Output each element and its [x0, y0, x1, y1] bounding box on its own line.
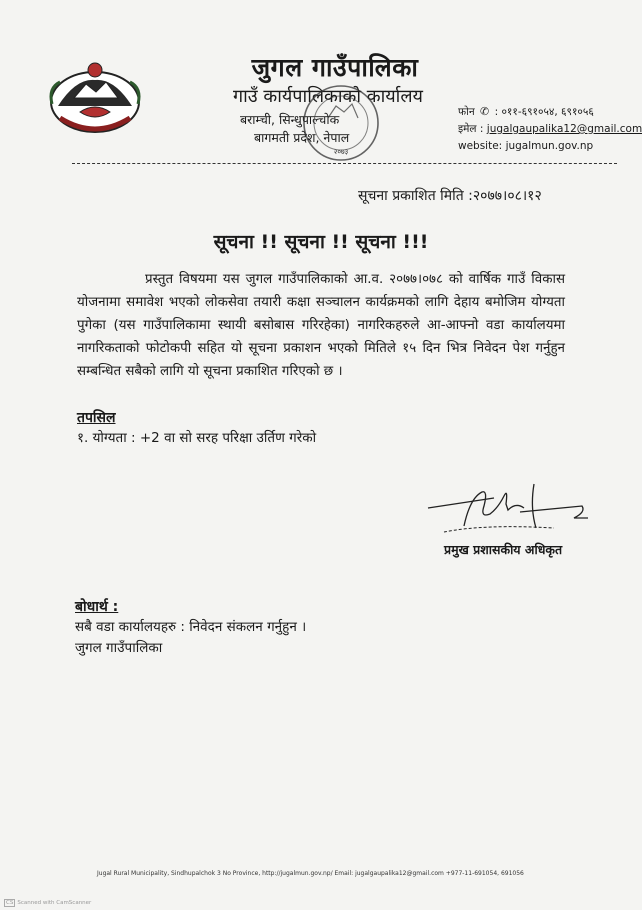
notice-body-text: प्रस्तुत विषयमा यस जुगल गाउँपालिकाको आ.व. २०७७।०७८ को वार्षिक गाउँ विकास योजनामा समावेश भएको लोकसेवा तयारी कक्षा सञ्चालन कार्यक्रमको लागि देहाय बमोजिम योग्यता पुगेका (यस गाउँपालिकामा स्थायी बसोबास गरिरहेका) नागरिकहरुले आ-आफ्नो वडा कार्यालयमा नागरिकताको फोटोकपी सहित यो सूचना प्रकाशन भएको मितिले १५ दिन भित्र निवेदन पेश गर्नुहुन सम्बन्धित सबैको लागि यो सूचना प्रकाशित गरिएको छ । — [77, 272, 565, 379]
contact-block — [458, 103, 642, 155]
details-label: तपसिल — [77, 410, 116, 426]
website-link[interactable]: jugalmun.gov.np — [505, 140, 594, 152]
email-label: इमेल : — [458, 123, 484, 135]
address-line-1: बराम्ची, सिन्धुपाल्चोक — [240, 112, 340, 127]
office-title: गाउँ कार्यपालिकाको कार्यालय — [233, 86, 423, 107]
phone-row — [458, 103, 642, 121]
email-link[interactable]: jugalgaupalika12@gmail.com — [486, 123, 642, 135]
scanner-label: Scanned with CamScanner — [17, 900, 92, 906]
phone-label: फोन — [458, 106, 475, 118]
scanner-watermark — [4, 899, 91, 907]
qualification-item: १. योग्यता : +2 वा सो सरह परिक्षा उर्तिण गरेको — [77, 430, 317, 446]
website-row — [458, 138, 642, 155]
phone-icon: ✆ — [480, 105, 490, 118]
stamp-year: २०७३ — [333, 148, 349, 156]
notice-heading: सूचना !! सूचना !! सूचना !!! — [213, 231, 429, 253]
nepal-government-emblem-icon — [46, 58, 144, 138]
camscanner-logo-icon: CS — [6, 900, 14, 906]
header-divider — [72, 163, 617, 164]
footer-text: Jugal Rural Municipality, Sindhupalchok 3 No Province, http://jugalmun.gov.np/ Email: jugalgaupalika12@gmail.com +977-11-691054, 691056 — [97, 870, 524, 877]
handwritten-signature — [424, 478, 594, 538]
address-line-2: बागमती प्रदेश, नेपाल — [254, 130, 350, 145]
cc-line-1: सबै वडा कार्यालयहरु : निवेदन संकलन गर्नुहुन । — [75, 619, 307, 635]
organization-title: जुगल गाउँपालिका — [251, 53, 419, 82]
published-date: सूचना प्रकाशित मिति :२०७७।०८।१२ — [358, 188, 542, 204]
office-stamp-icon — [300, 82, 382, 164]
notice-body — [77, 268, 565, 383]
website-label: website: — [458, 140, 503, 152]
signatory-title: प्रमुख प्रशासकीय अधिकृत — [444, 542, 563, 557]
email-row — [458, 121, 642, 138]
phone-value: : ०११-६९१०५४, ६९१०५६ — [494, 106, 594, 118]
cc-label: बोधार्थ : — [75, 599, 119, 615]
cc-line-2: जुगल गाउँपालिका — [75, 640, 163, 656]
